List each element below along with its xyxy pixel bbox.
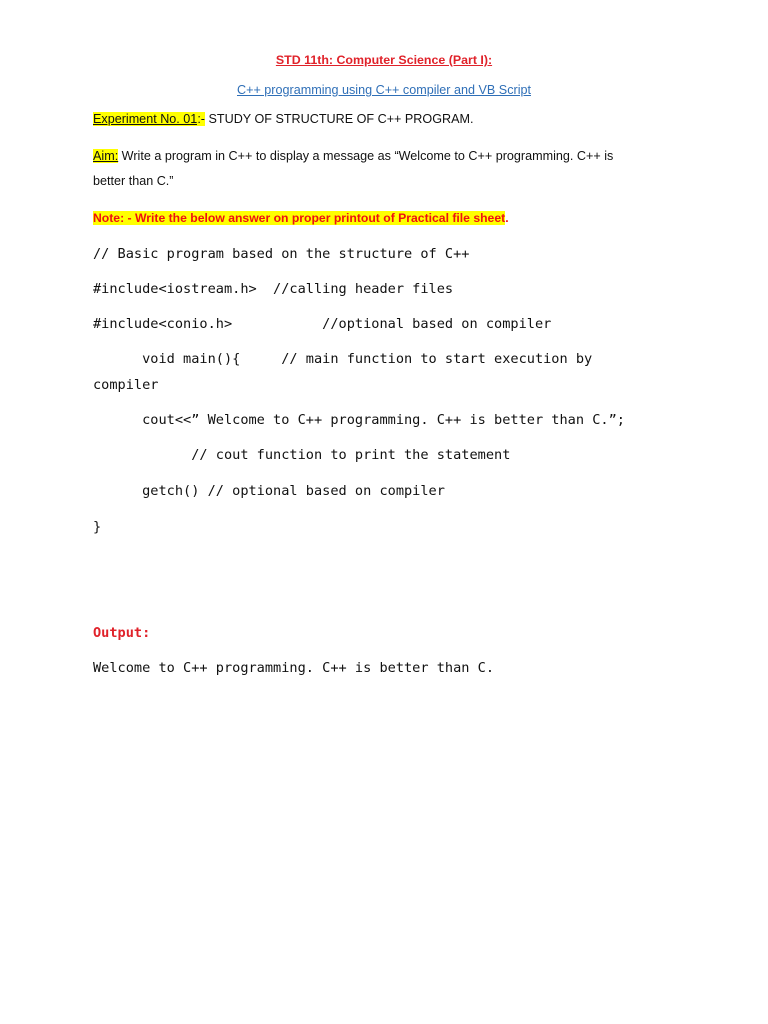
aim-label: Aim:: [93, 149, 119, 163]
code-include-iostream: #include<iostream.h> //calling header files: [93, 281, 454, 297]
experiment-line: [93, 110, 473, 128]
std-title-text: STD 11th: Computer Science (Part I):: [275, 53, 493, 67]
subtitle: [0, 81, 768, 99]
aim-text-2: better than C.”: [93, 174, 174, 188]
code-comment-line: // Basic program based on the structure of C++: [93, 246, 470, 262]
experiment-title: STUDY OF STRUCTURE OF C++ PROGRAM.: [205, 112, 474, 126]
note-period: .: [505, 211, 509, 225]
note-line: [93, 209, 509, 227]
std-title: [0, 51, 768, 69]
code-close-brace: }: [93, 519, 102, 535]
aim-line-1: [93, 147, 613, 165]
code-cout-comment: // cout function to print the statement: [93, 447, 511, 463]
aim-line-2: [93, 172, 174, 190]
experiment-separator: :-: [197, 112, 206, 126]
code-include-conio: #include<conio.h> //optional based on compiler: [93, 316, 552, 332]
output-label: Output:: [93, 625, 151, 641]
code-main-line: void main(){ // main function to start execution by: [93, 351, 593, 367]
code-main-wrap: compiler: [93, 377, 159, 393]
code-cout-line: cout<<” Welcome to C++ programming. C++ is better than C.”;: [93, 412, 625, 428]
subtitle-text: C++ programming using C++ compiler and VB Script: [237, 83, 531, 97]
code-getch-line: getch() // optional based on compiler: [93, 483, 445, 499]
note-text: Note: - Write the below answer on proper printout of Practical file sheet: [93, 211, 506, 225]
output-text: Welcome to C++ programming. C++ is better than C.: [93, 660, 495, 676]
experiment-label: Experiment No. 01: [93, 112, 198, 126]
aim-text-1: Write a program in C++ to display a message as “Welcome to C++ programming. C++ is: [118, 149, 614, 163]
